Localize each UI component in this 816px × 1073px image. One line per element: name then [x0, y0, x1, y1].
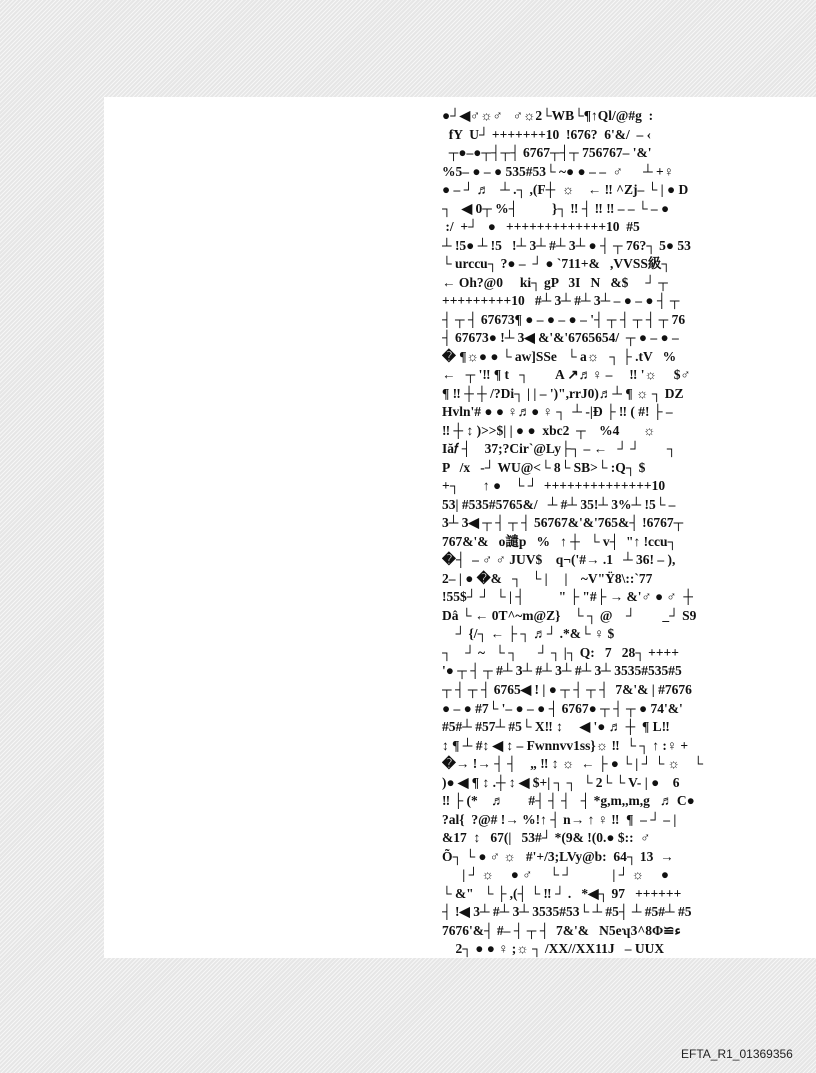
text-line: ┐ ◀ 0┬ %┤ }┐ ‼ ┤ ‼ ‼ – – └ – ●	[442, 200, 670, 216]
text-line: Õ┐ └ ● ♂ ☼ #'+/3;LVy@b: 64┐ 13 →	[442, 848, 674, 864]
text-line: ┬●–●┬┤┬┤ 6767┬┤┬ 756767– '&'	[442, 145, 652, 161]
text-line: P /x -┘ WU@<└ 8└ SB>└ :Q┐ $	[442, 459, 646, 475]
text-line: ●┘◀♂☼♂ ♂☼2└WB└¶↑Ql/@#g :	[442, 108, 654, 123]
text-line: | ┘ ☼ ● ♂ └ ┘ | ┘ ☼ ●	[442, 867, 670, 883]
text-line: +┐ ↑ ● └ ┘ ++++++++++++++10	[442, 478, 666, 494]
text-line: 767&'& o譴p % ↑ ┼ └ v┤ "↑ !ccu┐	[442, 533, 678, 549]
text-line: ┤ 67673● !┴ 3◀ &'&'6765654/ ┬ ● – ● –	[442, 330, 679, 346]
text-line: !55$┘ ┘ └ | ┤ " ├ "#├ → &'♂ ● ♂ ┼	[442, 589, 693, 605]
text-line: ● – ● #7└ '– ● – ● ┤ 6767● ┬ ┤ ┬ ● 74'&'	[442, 700, 683, 716]
text-line: 2┐ ● ● ♀ ;☼ ┐ /XX//XX11J – UUX	[442, 941, 665, 957]
text-line: �┤ – ♂ ♂ JUV$ q¬('#→ .1 ┴ 36! – ),	[442, 552, 676, 568]
text-line: ┬ ┤ ┬ ┤ 6765◀ ! | ● ┬ ┤ ┬ ┤ 7&'& | #7676	[442, 681, 692, 697]
text-line: Dâ └ ← 0T^~m@Z} └ ┐ @ ┘ _┘ S9	[442, 607, 697, 623]
text-line: ┤ ┬ ┤ 67673¶ ● – ● – ● – '┤ ┬ ┤ ┬ ┤ ┬ 76	[442, 311, 686, 327]
text-line: 53| #535#5765&/ ┴ #┴ 35!┴ 3%┴ !5└ –	[442, 496, 676, 512]
text-line: %5– ● – ● 535#53└ ~● ● – – ♂ ┴ +♀	[442, 163, 674, 179]
text-line: ?al{ ?@# !→ %!↑ ┤ n→ ↑ ♀ ‼ ¶ – ┘ – |	[442, 811, 677, 827]
text-line: &17 ↕ 67(| 53#┘ *(9& !(0.● $:: ♂	[442, 830, 651, 846]
text-line: fY U┘ +++++++10 !676? 6'&/ – ‹	[442, 126, 652, 142]
text-line: ┐ ┘ ~ └ ┐ ┘ ┐ |┐ Q: 7 28┐ ++++	[442, 644, 679, 660]
text-line: #5#┴ #57┴ #5└ X‼ ↕ ◀ '● ♬ ┼ ¶ L‼	[442, 719, 670, 735]
text-line: ← ┬ '‼ ¶ t ┐ A ↗♬♀ – ‼ '☼ $♂	[442, 367, 691, 383]
text-line: ‼ ├ (* ♬ #┤ ┤ ┤ ┤ *g,m,,m,g ♬ C●	[442, 793, 695, 809]
text-line: ← Oh?@0 ki┐ gP 3I N &$ ┘ ┬	[442, 274, 668, 290]
scanned-page	[104, 97, 816, 958]
text-line: ┴ !5● ┴ !5 !┴ 3┴ #┴ 3┴ ● ┤ ┬ 76?┐ 5● 53	[442, 237, 691, 253]
text-line: ● – ┘ ♬ ┴ .┐ ,(F┼ ☼ ← ‼ ^Zj– └ | ● D	[442, 182, 689, 198]
text-line: Iă𝑓 ┤ 37;?Cir`@Ly├┐ – ← ┘ ┘ ┐	[442, 441, 677, 457]
text-line: � ¶☼● ● └ aw]SSe └ a☼ ┐ ├ .tV %	[442, 348, 677, 364]
text-line: Hvln'# ● ● ♀♬● ♀ ┐ ┴ -|Ð ├ ‼ ( #! ├ –	[442, 404, 673, 420]
text-line: ¶ ‼ ┼ ┼ /?Di┐ | | – ')",rrJ0)♬┴ ¶ ☼ ┐ DZ	[442, 385, 684, 401]
text-line: �→ !→ ┤ ┤ „ ‼ ↕ ☼ ← ├ ● └ | ┘ └ ☼ └	[442, 756, 703, 772]
text-line: :/ +┘ ● +++++++++++++10 #5	[442, 219, 640, 235]
text-line: 2– | ● �& ┐ └ | | ~V"Ÿ8\::`77	[442, 570, 653, 586]
text-line: └ &" └ ├ ,(┤ └ ‼ ┘ . *◀┐ 97 ++++++	[442, 885, 682, 901]
text-line: ‼ ┼ ↕ )>>$| | ● ● xbc2 ┬ %4 ☼	[442, 422, 656, 438]
text-line: ┤ !◀ 3┴ #┴ 3┴ 3535#53└ ┴ #5┤ ┴ #5#┴ #5	[442, 904, 692, 920]
text-line: ↕ ¶ ┴ #↕ ◀ ↕ – Fwnnvv1ss}☼ ‼ └ ┐ ↑ :♀ +	[442, 737, 689, 753]
document-id-footer: EFTA_R1_01369356	[681, 1047, 793, 1061]
text-line: ┘ {/┐ ← ├ ┐ ♬┘ .*&└ ♀ $	[442, 626, 615, 642]
text-line: '● ┬ ┤ ┬ #┴ 3┴ #┴ 3┴ #┴ 3┴ 3535#535#5	[442, 663, 682, 679]
text-line: +++++++++10 #┴ 3┴ #┴ 3┴ – ● – ● ┤ ┬	[442, 293, 680, 309]
text-line: 3┴ 3◀ ┬ ┤ ┬ ┤ 56767&'&'765&┤ !6767┬	[442, 515, 684, 531]
text-line: └ urccu┐ ?● – ┘ ● `711+& ,VVSS級┐	[442, 256, 671, 272]
text-line: 7676'&┤ #– ┤ ┬ ┤ 7&'& N5eʮ3^8Φ≌ء	[442, 922, 681, 938]
garbled-text-block	[442, 107, 816, 958]
text-line: )● ◀ ¶ ↕ .┼ ↕ ◀ $+| ┐ ┐ └ 2└ └ V- | ● 6	[442, 774, 680, 790]
